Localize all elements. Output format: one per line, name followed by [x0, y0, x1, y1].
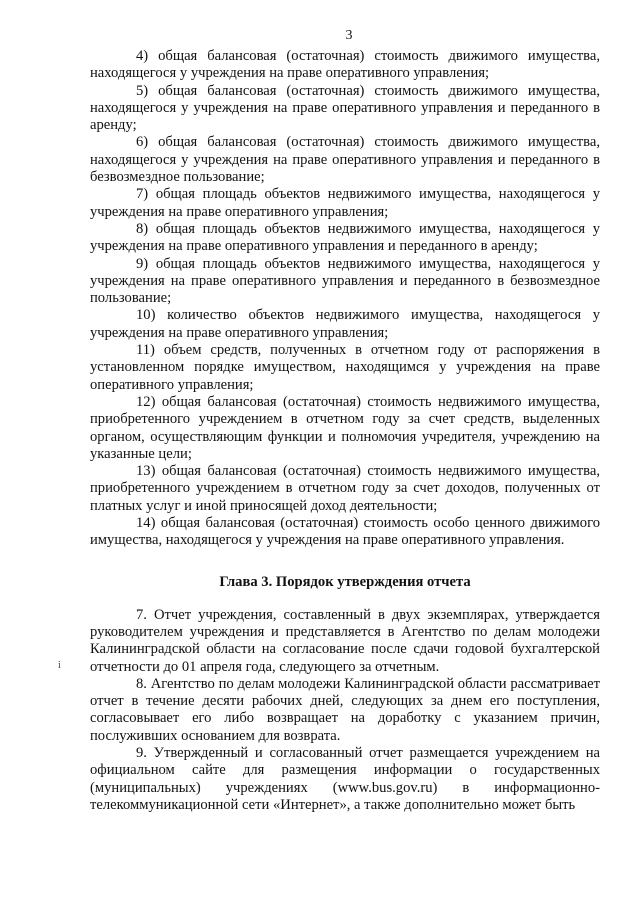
chapter-heading: Глава 3. Порядок утверждения отчета: [219, 573, 471, 590]
list-item: 7. Отчет учреждения, составленный в двух экземплярах, утверждается руководителем учреждения и представляется в Агентство по делам молодежи Калининградской области на согласование после сдачи годовой бухгалтерской отчетности до 01 апреля года, следующего за отчетным.: [90, 606, 600, 675]
list-item: 13) общая балансовая (остаточная) стоимость недвижимого имущества, приобретенного учреждением в отчетном году за счет доходов, полученных от платных услуг и иной приносящей доход деятельности;: [90, 463, 600, 514]
list-item: 5) общая балансовая (остаточная) стоимость движимого имущества, находящегося у учреждения на праве оперативного управления и переданного в аренду;: [90, 82, 600, 134]
list-item: 10) количество объектов недвижимого имущества, находящегося у учреждения на праве оперативного управления;: [90, 307, 600, 341]
margin-mark: і: [58, 660, 61, 671]
list-item: 7) общая площадь объектов недвижимого имущества, находящегося у учреждения на праве оперативного управления;: [90, 186, 600, 220]
list-item: 11) объем средств, полученных в отчетном году от распоряжения в установленном порядке имуществом, находящимся у учреждения на праве оперативного управления;: [90, 342, 600, 393]
list-item: 6) общая балансовая (остаточная) стоимость движимого имущества, находящегося у учреждения на праве оперативного управления и переданного в безвозмездное пользование;: [90, 134, 600, 186]
list-item: 4) общая балансовая (остаточная) стоимость движимого имущества, находящегося у учреждения на праве оперативного управления;: [90, 48, 600, 82]
items-after-list: [90, 607, 600, 815]
list-item: 12) общая балансовая (остаточная) стоимость недвижимого имущества, приобретенного учреждением в отчетном году за счет средств, выделенных органом, осуществляющим функции и полномочия учредителя, учреждению на указанные цели;: [90, 393, 600, 462]
list-item: 9) общая площадь объектов недвижимого имущества, находящегося у учреждения на праве оперативного управления и переданного в безвозмездное пользование;: [90, 255, 600, 307]
list-item: 8. Агентство по делам молодежи Калининградской области рассматривает отчет в течение десяти рабочих дней, следующих за днем его поступления, согласовывает его либо возвращает на доработку с указанием причин, послуживших основанием для возврата.: [90, 675, 600, 744]
list-item: 14) общая балансовая (остаточная) стоимость особо ценного движимого имущества, находящегося у учреждения на праве оперативного управления.: [90, 515, 600, 549]
list-item: 8) общая площадь объектов недвижимого имущества, находящегося у учреждения на праве оперативного управления и переданного в аренду;: [90, 220, 600, 255]
list-item: 9. Утвержденный и согласованный отчет размещается учреждением на официальном сайте для размещения информации о государственных (муниципальных) учреждениях (www.bus.gov.ru) в информационно-телекоммуникационной сети «Интернет», а также дополнительно может быть: [90, 744, 600, 813]
items-before-list: [90, 48, 600, 550]
page-number: 3: [345, 28, 353, 43]
